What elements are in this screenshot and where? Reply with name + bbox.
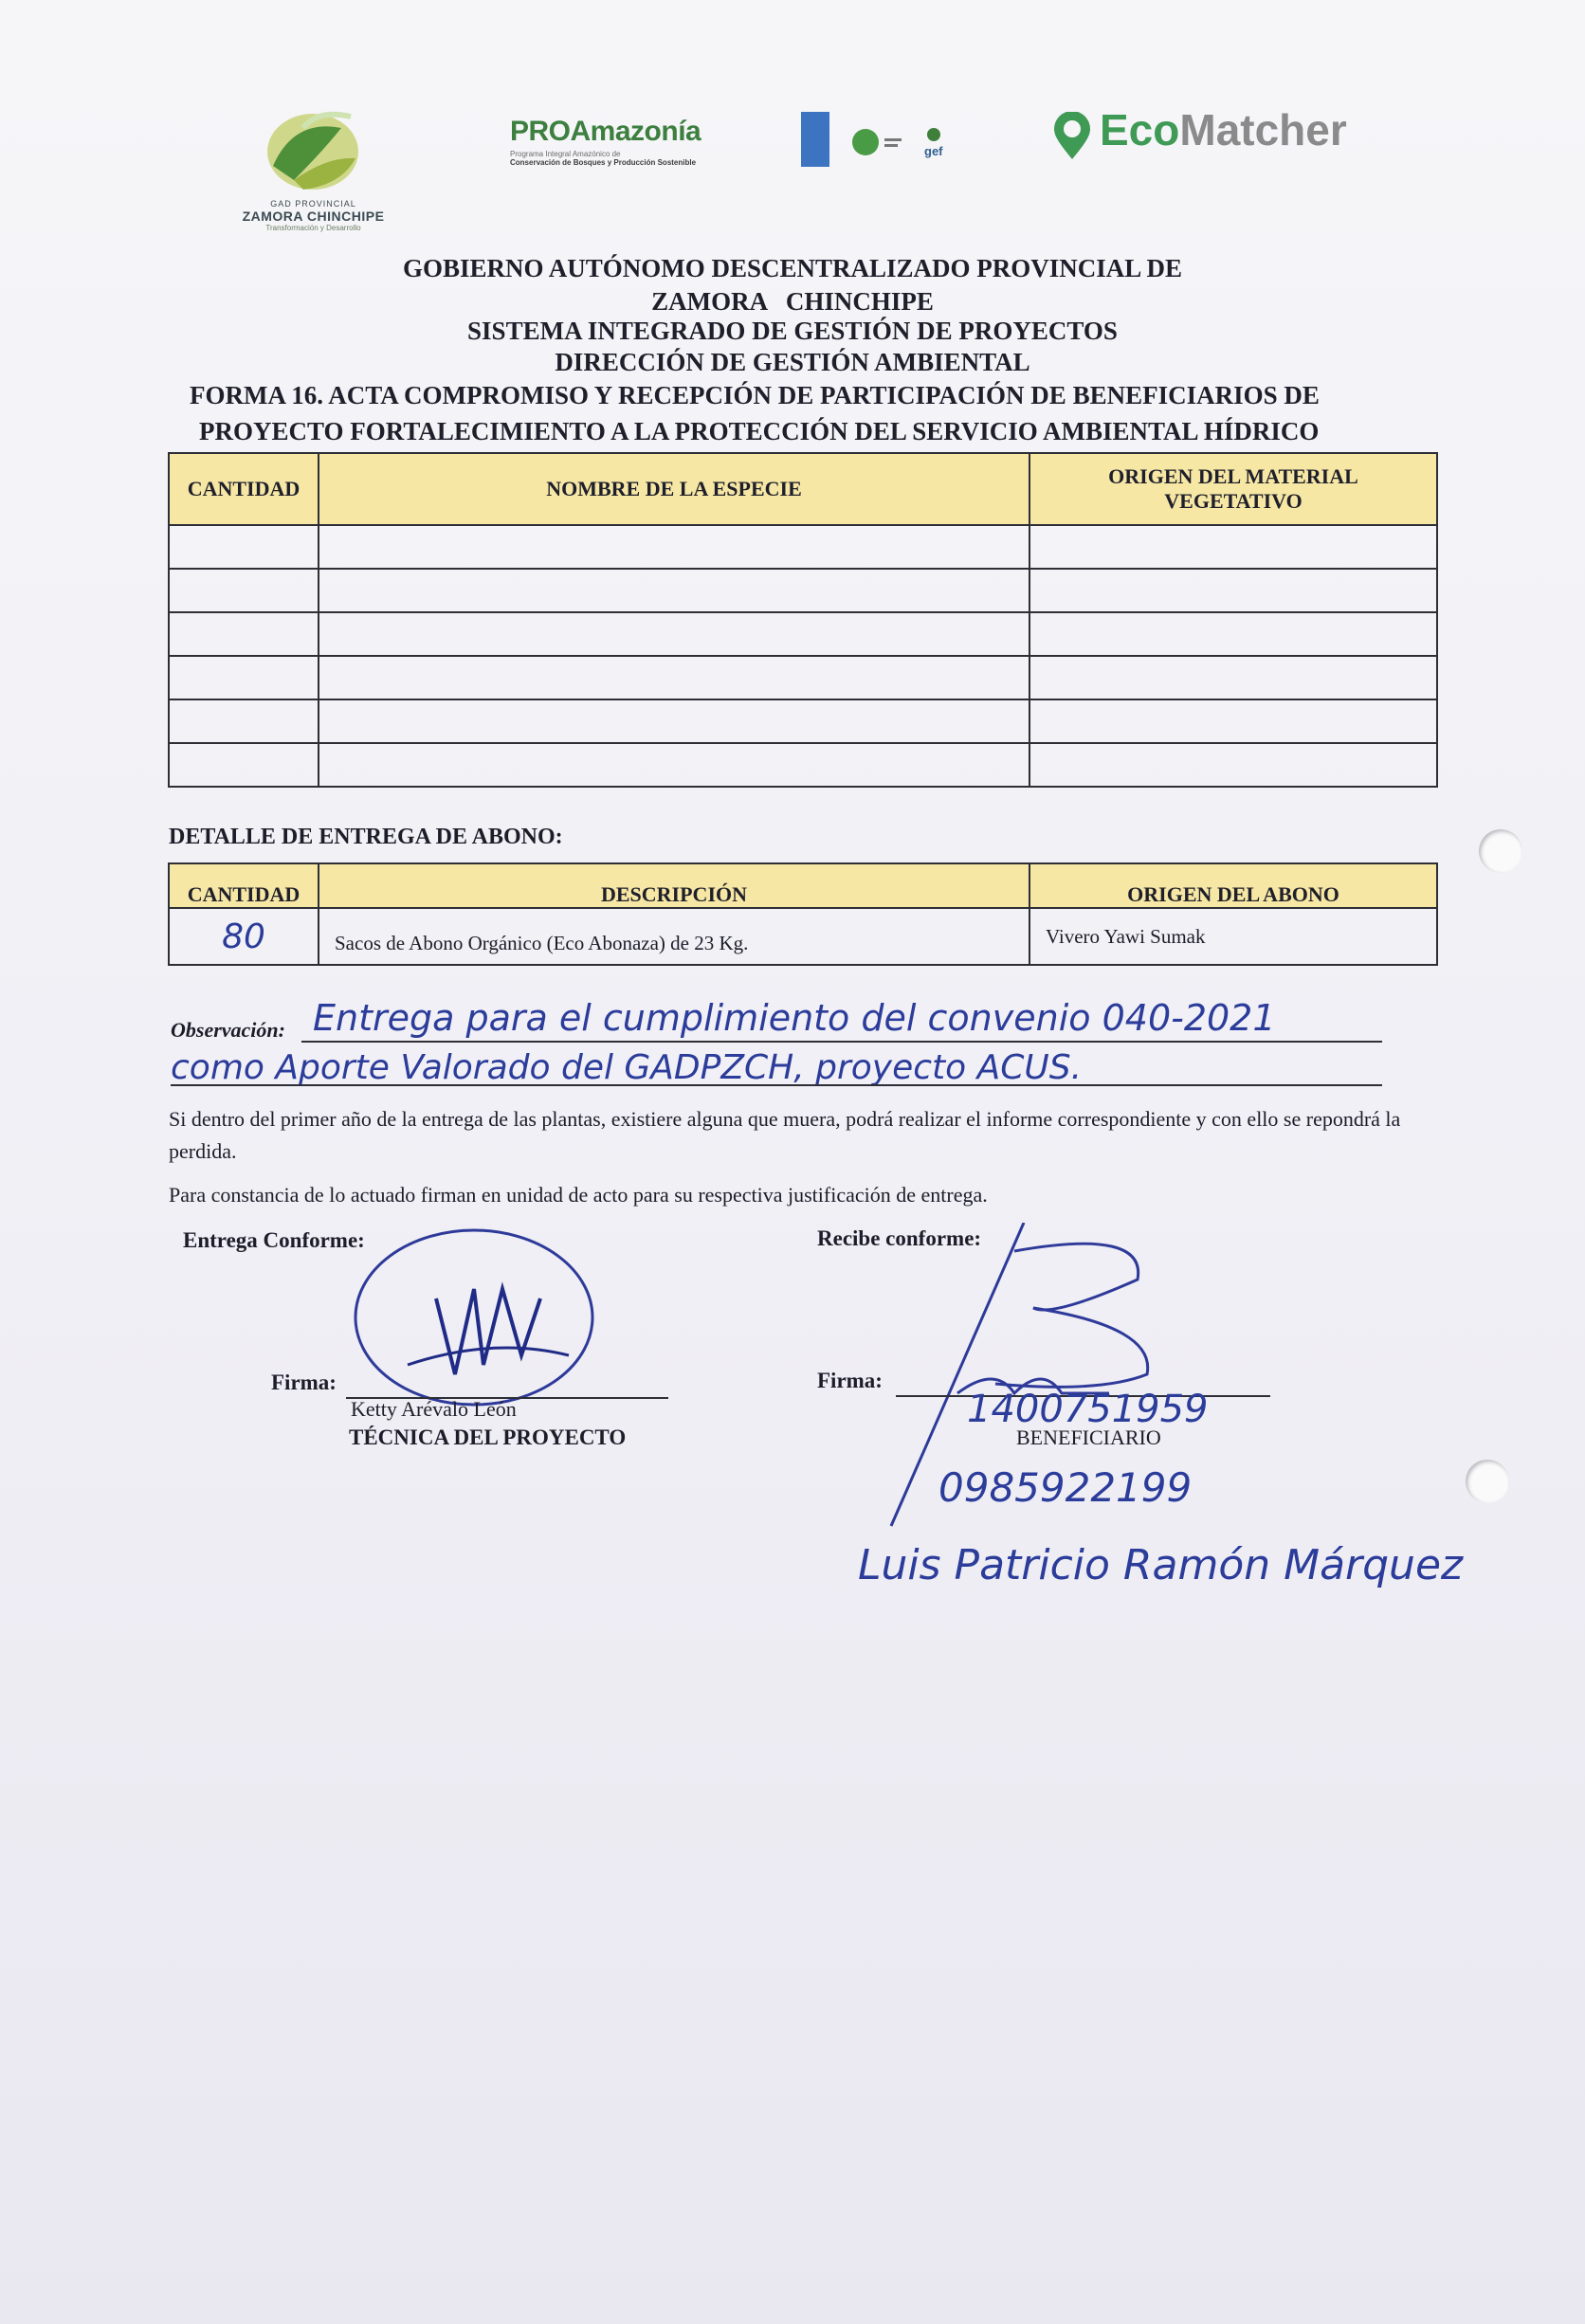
gef-logo-text: gef xyxy=(924,144,943,158)
table-row xyxy=(169,656,1437,699)
table-row xyxy=(169,908,1437,965)
firma-label-recibe: Firma: xyxy=(817,1369,883,1392)
recibe-telefono: 0985922199 xyxy=(938,1464,1193,1511)
abono-header-descripcion: DESCRIPCIÓN xyxy=(319,863,1029,908)
paragraph-constancia: Para constancia de lo actuado firman en unidad de acto para su respectiva justificación de entrega. xyxy=(169,1183,988,1207)
title-line-4: DIRECCIÓN DE GESTIÓN AMBIENTAL xyxy=(555,348,1030,376)
species-table xyxy=(168,452,1438,788)
table-row xyxy=(169,699,1437,743)
proamazonia-logo xyxy=(510,116,701,167)
header-cantidad: CANTIDAD xyxy=(169,453,319,525)
header-origen-line-2: VEGETATIVO xyxy=(1164,489,1303,513)
proamazonia-pro: PRO xyxy=(510,116,571,147)
title-line-5: FORMA 16. ACTA COMPROMISO Y RECEPCIÓN DE PARTICIPACIÓN DE BENEFICIARIOS DE xyxy=(190,381,1320,409)
abono-table xyxy=(168,862,1438,966)
abono-header-origen: ORIGEN DEL ABONO xyxy=(1029,863,1437,908)
firma-label-entrega: Firma: xyxy=(271,1371,337,1394)
table-row xyxy=(169,525,1437,569)
title-line-1: GOBIERNO AUTÓNOMO DESCENTRALIZADO PROVINCIAL DE xyxy=(402,254,1183,282)
abono-section-title: DETALLE DE ENTREGA DE ABONO: xyxy=(169,825,563,849)
undp-logo xyxy=(801,112,829,167)
table-row xyxy=(169,743,1437,787)
gad-line-2: ZAMORA CHINCHIPE xyxy=(242,209,385,224)
header-nombre-especie: NOMBRE DE LA ESPECIE xyxy=(319,453,1029,525)
recibe-role: BENEFICIARIO xyxy=(1016,1425,1161,1449)
observacion-underline-2 xyxy=(171,1084,1382,1086)
abono-header-cantidad: CANTIDAD xyxy=(169,863,319,908)
gad-logo-text xyxy=(235,199,392,232)
proamazonia-name: Amazonía xyxy=(570,116,701,147)
abono-origen: Vivero Yawi Sumak xyxy=(1029,908,1437,965)
title-line-6: PROYECTO FORTALECIMIENTO A LA PROTECCIÓN DEL SERVICIO AMBIENTAL HÍDRICO xyxy=(199,417,1320,445)
observacion-underline-1 xyxy=(301,1041,1382,1043)
observacion-line-1: Entrega para el cumplimiento del convenio 040-2021 xyxy=(313,997,1276,1039)
ecomatcher-pin-icon xyxy=(1050,112,1094,161)
entrega-signature xyxy=(351,1223,607,1412)
entrega-name: Ketty Arévalo León xyxy=(351,1397,517,1421)
gad-line-1: GAD PROVINCIAL xyxy=(270,199,356,209)
abono-descripcion: Sacos de Abono Orgánico (Eco Abonaza) de 23 Kg. xyxy=(319,908,1029,965)
abono-cantidad: 80 xyxy=(169,908,319,965)
table-row xyxy=(169,569,1437,612)
recibe-fullname: Luis Patricio Ramón Márquez xyxy=(858,1541,1464,1589)
ecomatcher-logo xyxy=(1100,104,1347,155)
gad-line-3: Transformación y Desarrollo xyxy=(265,224,361,232)
table-row xyxy=(169,612,1437,656)
recibe-conforme-label: Recibe conforme: xyxy=(817,1226,982,1250)
observacion-label: Observación: xyxy=(171,1018,285,1042)
paragraph-reposicion: Si dentro del primer año de la entrega de las plantas, existiere alguna que muera, podrá realizar el informe correspondiente y con ello se repondrá la perdida. xyxy=(169,1107,1401,1163)
proamazonia-sub-1: Programa Integral Amazónico de xyxy=(510,150,621,158)
partner-logos xyxy=(848,121,953,169)
title-line-2: ZAMORA CHINCHIPE xyxy=(651,287,934,316)
header-origen-material xyxy=(1029,453,1437,525)
title-line-3: SISTEMA INTEGRADO DE GESTIÓN DE PROYECTOS xyxy=(467,317,1118,345)
punch-hole xyxy=(1479,829,1522,873)
recibe-cedula: 1400751959 xyxy=(967,1388,1209,1431)
punch-hole xyxy=(1466,1460,1509,1503)
entrega-conforme-label: Entrega Conforme: xyxy=(183,1228,365,1252)
observacion-line-2: como Aporte Valorado del GADPZCH, proyecto ACUS. xyxy=(171,1048,1083,1087)
ecomatcher-matcher: Matcher xyxy=(1179,105,1347,154)
ecomatcher-eco: Eco xyxy=(1100,105,1180,154)
entrega-role: TÉCNICA DEL PROYECTO xyxy=(349,1425,627,1449)
proamazonia-sub-2: Conservación de Bosques y Producción Sostenible xyxy=(510,158,697,167)
header-origen-line-1: ORIGEN DEL MATERIAL xyxy=(1108,464,1358,488)
